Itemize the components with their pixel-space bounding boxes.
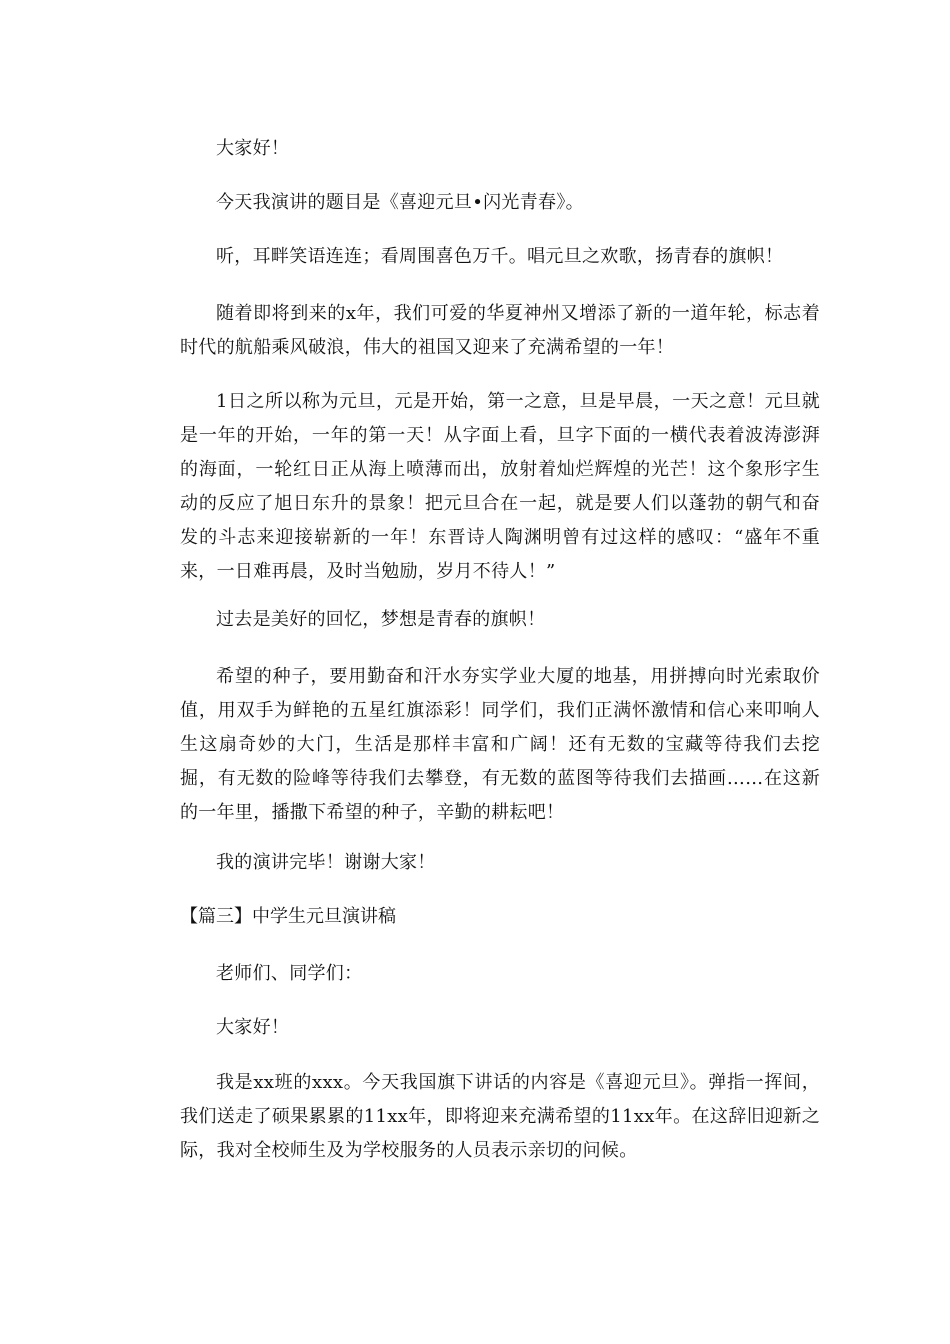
salutation-paragraph: 老师们、同学们： (216, 963, 363, 984)
speech-title-paragraph: 今天我演讲的题目是《喜迎元旦•闪光青春》。 (216, 192, 584, 213)
section-heading: 【篇三】中学生元旦演讲稿 (180, 906, 396, 927)
body-paragraph: 1日之所以称为元旦，元是开始，第一之意，旦是早晨，一天之意！元旦就是一年的开始，一年的第一天！从字面上看，旦字下面的一横代表着波涛澎湃的海面，一轮红日正从海上喷薄而出，放射着灿烂辉煌的光芒！这个象形字生动的反应了旭日东升的景象！把元旦合在一起，就是要人们以蓬勃的朝气和奋发的斗志来迎接崭新的一年！东晋诗人陶渊明曾有过这样的感叹：“盛年不重来，一日难再晨，及时当勉励，岁月不待人！” (180, 391, 820, 582)
body-paragraph: 听，耳畔笑语连连；看周围喜色万千。唱元旦之欢歌，扬青春的旗帜！ (216, 246, 784, 267)
body-paragraph: 我是xx班的xxx。今天我国旗下讲话的内容是《喜迎元旦》。弹指一挥间，我们送走了硕果累累的11xx年，即将迎来充满希望的11xx年。在这辞旧迎新之际，我对全校师生及为学校服务的人员表示亲切的问候。 (180, 1072, 820, 1161)
greeting-paragraph: 大家好！ (216, 1017, 290, 1038)
body-paragraph: 希望的种子，要用勤奋和汗水夯实学业大厦的地基，用拼搏向时光索取价值，用双手为鲜艳的五星红旗添彩！同学们，我们正满怀激情和信心来叩响人生这扇奇妙的大门，生活是那样丰富和广阔！还有无数的宝藏等待我们去挖掘，有无数的险峰等待我们去攀登，有无数的蓝图等待我们去描画……在这新的一年里，播撒下希望的种子，辛勤的耕耘吧！ (180, 666, 820, 823)
body-paragraph: 过去是美好的回忆，梦想是青春的旗帜！ (216, 609, 546, 630)
closing-paragraph: 我的演讲完毕！谢谢大家！ (216, 852, 436, 873)
greeting-paragraph: 大家好！ (216, 138, 290, 159)
body-paragraph: 随着即将到来的x年，我们可爱的华夏神州又增添了新的一道年轮，标志着时代的航船乘风破浪，伟大的祖国又迎来了充满希望的一年！ (180, 303, 820, 358)
